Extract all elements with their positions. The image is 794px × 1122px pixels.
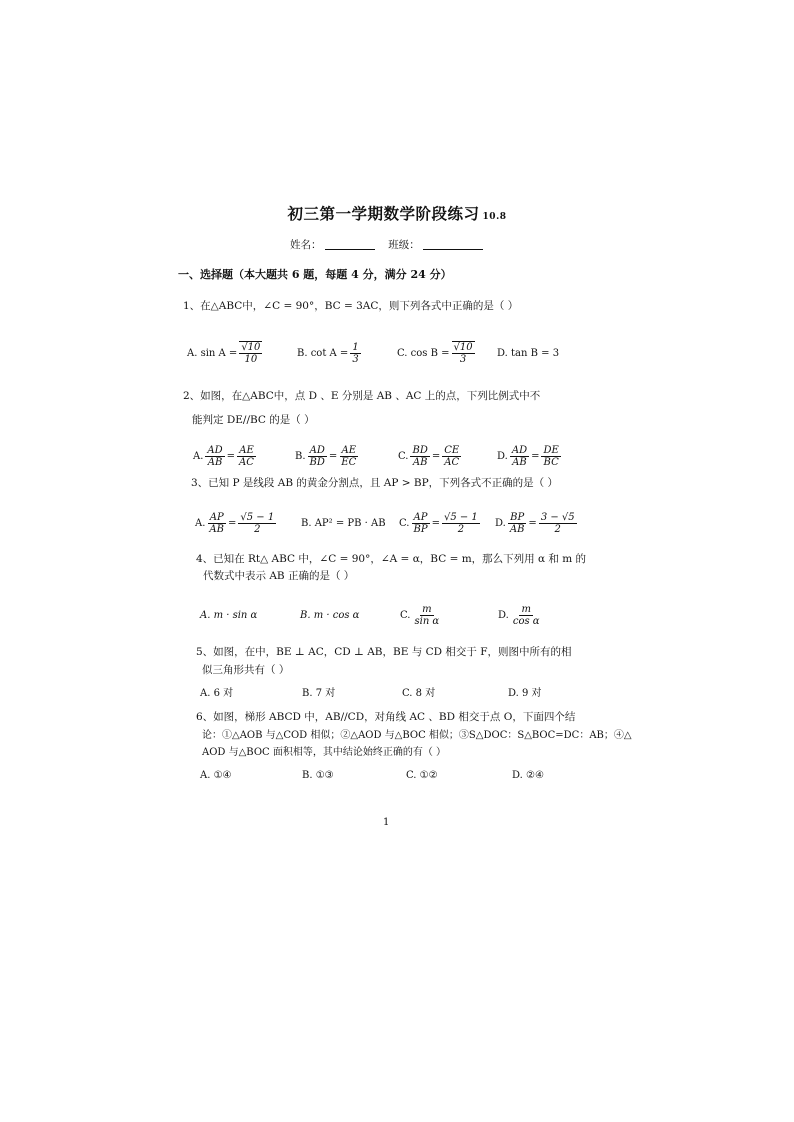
name-blank[interactable] — [325, 238, 375, 250]
q1-c-fraction: $\frac{√10}{3}$ — [453, 342, 473, 365]
q4-option-b[interactable]: B. m · cos α — [300, 609, 360, 621]
q5-option-b[interactable]: B. 7 对 — [302, 687, 336, 699]
title-text: 初三第一学期数学阶段练习 — [287, 204, 480, 223]
q3-option-b[interactable]: B. AP² = PB · AB — [301, 517, 386, 529]
class-blank[interactable] — [423, 238, 483, 250]
q4-option-a[interactable]: A. m · sin α — [200, 609, 258, 621]
q5-option-c[interactable]: C. 8 对 — [402, 687, 436, 699]
q5-stem-line2: 似三角形共有（ ） — [202, 664, 290, 676]
q6-stem-line2: 论：①△AOB 与△COD 相似；②△AOD 与△BOC 相似；③S△DOC：S△BOC=DC：AB；④△ — [202, 730, 632, 741]
q6-option-c[interactable]: C. ①② — [406, 769, 438, 781]
name-label: 姓名： — [290, 239, 322, 251]
q2-option-b[interactable]: B. $\frac{AD}{BD}$ = $\frac{AE}{EC}$ — [295, 444, 357, 468]
q1-options — [187, 333, 587, 373]
q1-option-a[interactable]: A. sin A = $\frac{√10}{10}$ — [187, 342, 261, 365]
q4-stem-line1: 4、已知在 Rt△ ABC 中，∠C = 90°，∠A = α，BC = m，那么下列用 α 和 m 的 — [196, 553, 587, 565]
q5-options — [200, 671, 600, 711]
q1-option-b[interactable]: B. cot A = $\frac{1}{3}$ — [297, 341, 359, 365]
q2-stem-line1: 2、如图，在△ABC中，点 D 、E 分别是 AB 、AC 上的点，下列比例式中不 — [183, 390, 541, 402]
q3-option-c[interactable]: C. $\frac{AP}{BP}$ = $\frac{√5 - 1}{2}$ — [399, 511, 478, 535]
q3-option-d[interactable]: D. $\frac{BP}{AB}$ = $\frac{3 - √5}{2}$ — [495, 511, 575, 535]
q1-a-fraction: $\frac{√10}{10}$ — [241, 342, 261, 365]
q2-option-d[interactable]: D. $\frac{AD}{AB}$ = $\frac{DE}{BC}$ — [497, 444, 559, 468]
section-heading: 一、选择题（本大题共 6 题，每题 4 分，满分 24 分） — [178, 268, 452, 281]
title-version: 10.8 — [482, 212, 507, 222]
q1-b-fraction: $\frac{1}{3}$ — [352, 341, 359, 365]
q4-option-d[interactable]: D. $\frac{m}{\text{cos α}}$ — [498, 603, 540, 627]
q4-option-c[interactable]: C. $\frac{m}{\text{sin α}}$ — [400, 603, 440, 627]
class-label: 班级： — [388, 239, 420, 251]
q6-option-a[interactable]: A. ①④ — [200, 769, 232, 781]
student-info — [290, 237, 483, 252]
q5-option-d[interactable]: D. 9 对 — [508, 687, 542, 699]
q3-options — [195, 503, 595, 543]
page-title — [0, 202, 794, 224]
q6-stem-line1: 6、如图，梯形 ABCD 中，AB//CD，对角线 AC 、BD 相交于点 O，下面四个结 — [196, 711, 576, 723]
q3-stem: 3、已知 P 是线段 AB 的黄金分割点，且 AP > BP，下列各式不正确的是（ ） — [191, 477, 558, 489]
q3-option-a[interactable]: A. $\frac{AP}{AB}$ = $\frac{√5 - 1}{2}$ — [195, 511, 275, 535]
q6-option-d[interactable]: D. ②④ — [512, 769, 544, 781]
q6-option-b[interactable]: B. ①③ — [302, 769, 334, 781]
q6-stem-line3: AOD 与△BOC 面积相等，其中结论始终正确的有（ ） — [202, 747, 447, 758]
q1-stem: 1、在△ABC中，∠C = 90°，BC = 3AC，则下列各式中正确的是（ ） — [183, 300, 519, 312]
q1-option-c[interactable]: C. cos B = $\frac{√10}{3}$ — [397, 342, 473, 365]
q5-stem-line1: 5、如图，在中，BE ⊥ AC，CD ⊥ AB，BE 与 CD 相交于 F，则图中所有的相 — [196, 646, 572, 658]
page-number: 1 — [383, 817, 390, 828]
q1-option-d[interactable]: D. tan B = 3 — [497, 347, 560, 359]
q2-option-c[interactable]: C. $\frac{BD}{AB}$ = $\frac{CE}{AC}$ — [398, 444, 460, 468]
q5-option-a[interactable]: A. 6 对 — [200, 687, 234, 699]
q4-stem-line2: 代数式中表示 AB 正确的是（ ） — [203, 570, 355, 582]
q2-options — [193, 436, 593, 476]
q4-options — [200, 595, 600, 635]
q6-options — [200, 755, 600, 795]
q2-stem-line2: 能判定 DE//BC 的是（ ） — [192, 414, 315, 426]
q2-option-a[interactable]: A. $\frac{AD}{AB}$ = $\frac{AE}{AC}$ — [193, 444, 254, 468]
